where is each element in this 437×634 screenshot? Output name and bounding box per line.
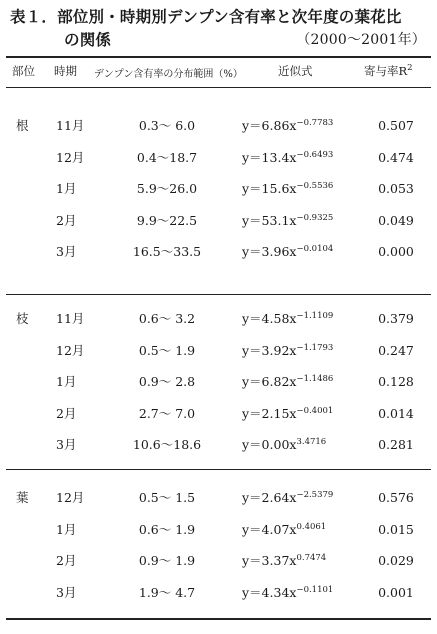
title-years: （2000～2001年） — [296, 32, 426, 48]
group-divider-1 — [6, 294, 431, 295]
equation-cell — [242, 490, 333, 506]
r2-cell: 0.049 — [378, 212, 414, 228]
header-range: デンプン含有率の分布範囲（%） — [94, 69, 243, 80]
equation-exponent: −1.1486 — [296, 374, 334, 384]
month-cell: 1月 — [56, 374, 77, 389]
part-label: 枝 — [16, 311, 29, 326]
equation-cell — [242, 374, 333, 390]
equation-base: y＝2.15x — [242, 405, 297, 421]
equation-base: y＝6.86x — [242, 118, 297, 133]
equation-exponent: −0.6493 — [296, 149, 334, 160]
equation-base: y＝4.07x — [242, 521, 297, 537]
header-r2-base: 寄与率R — [364, 64, 408, 78]
equation-cell — [242, 406, 333, 422]
equation-exponent: −0.9325 — [296, 212, 334, 223]
equation-base: y＝15.6x — [242, 181, 297, 196]
r2-cell: 0.128 — [378, 374, 414, 389]
r2-cell: 0.000 — [378, 244, 414, 259]
equation-base: y＝13.4x — [242, 149, 297, 165]
month-cell: 12月 — [56, 149, 85, 165]
equation-cell — [242, 213, 333, 229]
month-cell: 11月 — [56, 311, 85, 326]
range-cell: 0.6～ 1.9 — [138, 521, 196, 537]
equation-exponent: −0.0104 — [296, 244, 334, 254]
equation-base: y＝2.64x — [242, 490, 297, 505]
header-equation: 近似式 — [278, 64, 313, 78]
range-cell: 9.9～22.5 — [136, 212, 198, 228]
r2-cell: 0.014 — [378, 405, 414, 421]
range-cell: 5.9～26.0 — [136, 181, 198, 196]
equation-cell — [242, 343, 333, 359]
range-cell: 0.5～ 1.5 — [138, 490, 196, 505]
top-rule — [6, 56, 431, 58]
month-cell: 1月 — [56, 521, 77, 537]
equation-cell — [242, 585, 333, 601]
month-cell: 3月 — [56, 584, 77, 600]
month-cell: 11月 — [56, 118, 85, 133]
equation-exponent: −2.5379 — [296, 490, 334, 500]
equation-cell — [242, 522, 326, 538]
month-cell: 3月 — [56, 244, 77, 259]
equation-exponent: −1.1793 — [296, 342, 334, 353]
header-rule — [6, 87, 431, 88]
equation-cell — [242, 311, 333, 327]
equation-exponent: −1.1109 — [296, 311, 334, 321]
equation-base: y＝3.96x — [242, 244, 297, 259]
range-cell: 0.9～ 1.9 — [138, 553, 196, 568]
r2-cell: 0.029 — [378, 553, 414, 568]
r2-cell: 0.001 — [378, 584, 414, 600]
r2-cell: 0.015 — [378, 521, 414, 537]
header-r2-sup: 2 — [407, 63, 413, 73]
equation-exponent: −0.4001 — [296, 405, 334, 416]
equation-exponent: 0.4061 — [296, 521, 327, 532]
r2-cell: 0.576 — [378, 490, 414, 505]
month-cell: 2月 — [56, 405, 77, 421]
group-divider-2 — [6, 469, 431, 470]
equation-exponent: −0.1101 — [296, 584, 334, 595]
equation-exponent: 0.7474 — [296, 553, 327, 563]
equation-cell — [242, 118, 333, 134]
range-cell: 2.7～ 7.0 — [138, 405, 196, 421]
range-cell: 0.4～18.7 — [136, 149, 198, 165]
table-title — [10, 6, 430, 52]
equation-base: y＝3.37x — [242, 553, 297, 568]
range-cell: 0.5～ 1.9 — [138, 342, 196, 358]
r2-cell: 0.474 — [378, 149, 414, 165]
equation-cell — [242, 437, 326, 453]
equation-cell — [242, 181, 333, 197]
range-cell: 16.5～33.5 — [132, 244, 202, 259]
range-cell: 0.3～ 6.0 — [138, 118, 196, 133]
equation-base: y＝0.00x — [242, 437, 297, 452]
equation-cell — [242, 150, 333, 166]
range-cell: 0.9～ 2.8 — [138, 374, 196, 389]
equation-cell — [242, 553, 326, 569]
equation-exponent: −0.7783 — [296, 118, 334, 128]
bottom-rule — [6, 618, 431, 620]
header-r2 — [364, 63, 413, 79]
header-part: 部位 — [12, 64, 35, 78]
range-cell: 10.6～18.6 — [132, 437, 202, 452]
part-label: 根 — [16, 118, 29, 133]
title-line-2-text: の関係 — [64, 31, 112, 49]
equation-exponent: 3.4716 — [296, 437, 327, 447]
month-cell: 2月 — [56, 553, 77, 568]
header-period: 時期 — [54, 64, 77, 78]
title-line-1: 表１．部位別・時期別デンプン含有率と次年度の葉花比 — [10, 8, 402, 26]
part-label: 葉 — [16, 490, 29, 505]
month-cell: 2月 — [56, 212, 77, 228]
r2-cell: 0.053 — [378, 181, 414, 196]
month-cell: 3月 — [56, 437, 77, 452]
equation-base: y＝53.1x — [242, 212, 297, 228]
equation-cell — [242, 244, 333, 260]
r2-cell: 0.281 — [378, 437, 414, 452]
equation-base: y＝3.92x — [242, 342, 297, 358]
equation-base: y＝4.34x — [242, 584, 297, 600]
r2-cell: 0.507 — [378, 118, 414, 133]
month-cell: 12月 — [56, 490, 85, 505]
month-cell: 1月 — [56, 181, 77, 196]
range-cell: 1.9～ 4.7 — [138, 584, 196, 600]
month-cell: 12月 — [56, 342, 85, 358]
equation-base: y＝4.58x — [242, 311, 297, 326]
r2-cell: 0.247 — [378, 342, 414, 358]
r2-cell: 0.379 — [378, 311, 414, 326]
range-cell: 0.6～ 3.2 — [138, 311, 196, 326]
equation-exponent: −0.5536 — [296, 181, 334, 191]
title-line-2 — [10, 29, 430, 52]
equation-base: y＝6.82x — [242, 374, 297, 389]
